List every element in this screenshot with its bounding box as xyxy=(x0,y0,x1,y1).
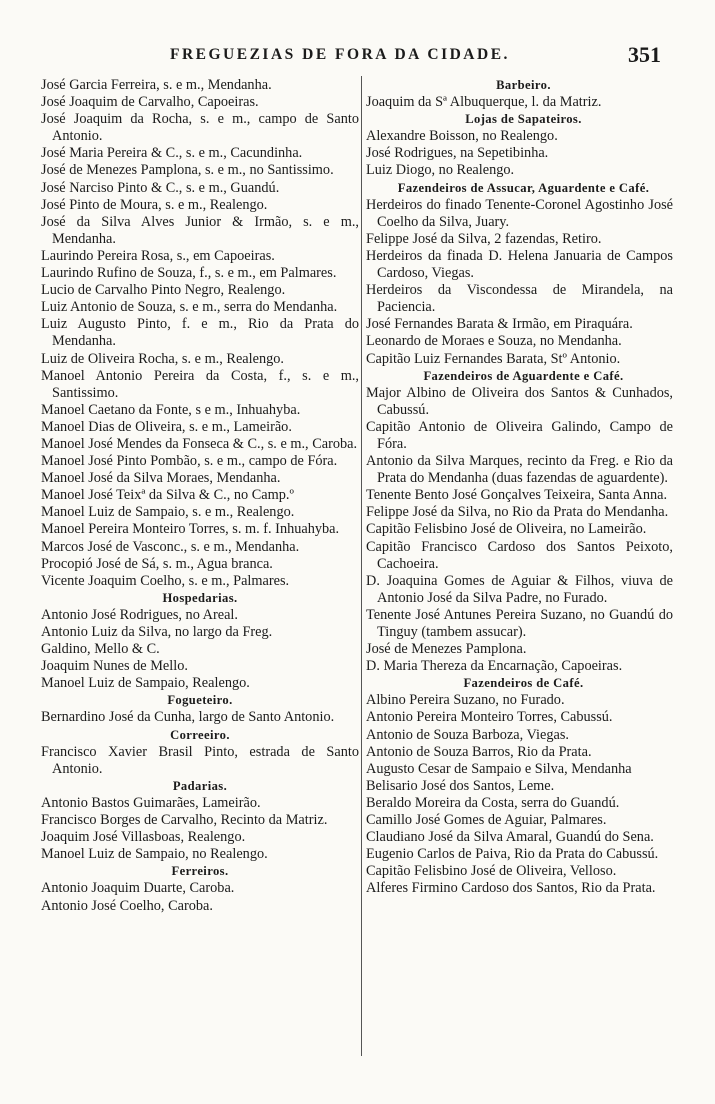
directory-entry: José de Menezes Pamplona, s. e m., no Santissimo. xyxy=(41,162,334,179)
directory-entry: Joaquim José Villasboas, Realengo. xyxy=(41,829,246,846)
directory-entry: Antonio da Silva Marques, recinto da Freg. e Rio da Prata do Mendanha (duas fazendas de aguardente). xyxy=(366,453,673,487)
directory-entry: D. Joaquina Gomes de Aguiar & Filhos, viuva de Antonio José da Silva Padre, no Furado. xyxy=(366,572,673,606)
directory-entry: Manoel José Mendes da Fonseca & C., s. e m., Caroba. xyxy=(41,435,358,452)
directory-entry: Belisario José dos Santos, Leme. xyxy=(366,777,555,794)
directory-entry: Luiz Diogo, no Realengo. xyxy=(366,162,515,179)
directory-entry: Luiz Augusto Pinto, f. e m., Rio da Prata do Mendanha. xyxy=(41,316,359,350)
directory-entry: Felippe José da Silva, no Rio da Prata do Mendanha. xyxy=(366,504,669,521)
directory-entry: Manoel Dias de Oliveira, s. e m., Lameirão. xyxy=(41,418,292,435)
directory-entry: Manoel José da Silva Moraes, Mendanha. xyxy=(41,470,281,487)
directory-entry: Luiz de Oliveira Rocha, s. e m., Realengo. xyxy=(41,350,284,367)
section-heading: Fogueteiro. xyxy=(167,693,233,708)
directory-entry: Galdino, Mello & C. xyxy=(41,641,160,658)
directory-entry: Francisco Xavier Brasil Pinto, estrada de Santo Antonio. xyxy=(41,743,359,777)
directory-entry: Antonio Joaquim Duarte, Caroba. xyxy=(41,880,235,897)
directory-entry: Antonio José Coelho, Caroba. xyxy=(41,897,213,914)
directory-entry: Bernardino José da Cunha, largo de Santo Antonio. xyxy=(41,709,335,726)
directory-entry: Capitão Luiz Fernandes Barata, Stº Antonio. xyxy=(366,350,621,367)
directory-entry: Joaquim da Sª Albuquerque, l. da Matriz. xyxy=(366,94,602,111)
directory-entry: Augusto Cesar de Sampaio e Silva, Mendanha xyxy=(366,760,632,777)
page-title: FREGUEZIAS DE FORA DA CIDADE. xyxy=(170,46,510,63)
directory-entry: Leonardo de Moraes e Souza, no Mendanha. xyxy=(366,333,622,350)
directory-entry: Laurindo Pereira Rosa, s., em Capoeiras. xyxy=(41,247,275,264)
directory-entry: Capitão Francisco Cardoso dos Santos Peixoto, Cachoeira. xyxy=(366,538,673,572)
column-divider xyxy=(361,76,362,1056)
section-heading: Fazendeiros de Assucar, Aguardente e Café. xyxy=(397,180,650,195)
directory-entry: Manoel Pereira Monteiro Torres, s. m. f. Inhuahyba. xyxy=(41,521,340,538)
directory-entry: José de Menezes Pamplona. xyxy=(366,641,527,658)
directory-entry: Antonio Pereira Monteiro Torres, Cabussú. xyxy=(366,709,613,726)
directory-entry: Antonio de Souza Barros, Rio da Prata. xyxy=(366,743,592,760)
directory-entry: Manoel José Pinto Pombão, s. e m., campo de Fóra. xyxy=(41,453,338,470)
section-heading: Fazendeiros de Aguardente e Café. xyxy=(423,368,624,383)
directory-entry: Procopió José de Sá, s. m., Agua branca. xyxy=(41,555,273,572)
directory-entry: Vicente Joaquim Coelho, s. e m., Palmares. xyxy=(41,572,290,589)
directory-entry: Marcos José de Vasconc., s. e m., Mendanha. xyxy=(41,538,300,555)
directory-entry: Manoel Luiz de Sampaio, s. e m., Realengo. xyxy=(41,504,295,521)
section-heading: Barbeiro. xyxy=(496,78,551,92)
directory-entry: José Joaquim de Carvalho, Capoeiras. xyxy=(41,94,259,111)
directory-entry: Herdeiros da Viscondessa de Mirandela, na Paciencia. xyxy=(366,282,673,316)
directory-entry: Luiz Antonio de Souza, s. e m., serra do Mendanha. xyxy=(41,299,338,316)
directory-entry: Felippe José da Silva, 2 fazendas, Retiro. xyxy=(366,230,602,247)
section-heading: Correeiro. xyxy=(170,727,230,742)
section-heading: Fazendeiros de Café. xyxy=(463,676,584,691)
directory-entry: José da Silva Alves Junior & Irmão, s. e m., Mendanha. xyxy=(41,213,359,247)
directory-entry: José Garcia Ferreira, s. e m., Mendanha. xyxy=(41,77,272,93)
directory-entry: Francisco Borges de Carvalho, Recinto da Matriz. xyxy=(41,812,328,829)
page-header xyxy=(0,38,715,78)
directory-entry: Capitão Felisbino José de Oliveira, Velloso. xyxy=(366,863,617,880)
directory-entry: Capitão Felisbino José de Oliveira, no Lameirão. xyxy=(366,521,647,538)
directory-entry: Albino Pereira Suzano, no Furado. xyxy=(366,692,565,709)
section-heading: Ferreiros. xyxy=(171,864,229,879)
directory-entry: José Rodrigues, na Sepetibinha. xyxy=(366,145,549,162)
directory-entry: Camillo José Gomes de Aguiar, Palmares. xyxy=(366,812,607,829)
directory-entry: José Narciso Pinto & C., s. e m., Guandú. xyxy=(41,179,280,196)
directory-entry: Antonio Luiz da Silva, no largo da Freg. xyxy=(41,624,273,640)
directory-entry: Manoel Antonio Pereira da Costa, f., s. e m., Santissimo. xyxy=(41,367,359,401)
directory-entry: Joaquim Nunes de Mello. xyxy=(41,658,188,675)
directory-entry: Herdeiros da finada D. Helena Januaria de Campos Cardoso, Viegas. xyxy=(366,247,673,282)
directory-entry: Laurindo Rufino de Souza, f., s. e m., em Palmares. xyxy=(41,265,337,282)
directory-entry: Manoel Luiz de Sampaio, Realengo. xyxy=(41,675,250,692)
directory-entry: José Maria Pereira & C., s. e m., Cacundinha. xyxy=(41,145,303,162)
directory-entry: Alferes Firmino Cardoso dos Santos, Rio da Prata. xyxy=(366,880,656,897)
directory-entry: Lucio de Carvalho Pinto Negro, Realengo. xyxy=(41,282,286,299)
directory-entry: José Joaquim da Rocha, s. e m., campo de Santo Antonio. xyxy=(41,111,359,145)
directory-entry: Capitão Antonio de Oliveira Galindo, Campo de Fóra. xyxy=(366,418,673,452)
section-heading: Lojas de Sapateiros. xyxy=(465,112,582,127)
directory-entry: Eugenio Carlos de Paiva, Rio da Prata do Cabussú. xyxy=(366,846,659,863)
directory-entry: José Fernandes Barata & Irmão, em Piraquára. xyxy=(366,316,633,333)
left-column xyxy=(41,77,359,915)
right-column xyxy=(366,77,673,898)
directory-entry: Manoel Luiz de Sampaio, no Realengo. xyxy=(41,846,268,863)
directory-entry: Alexandre Boisson, no Realengo. xyxy=(366,128,558,145)
page-number: 351 xyxy=(628,42,661,67)
section-heading: Padarias. xyxy=(172,778,228,793)
directory-entry: Antonio José Rodrigues, no Areal. xyxy=(41,606,238,623)
directory-entry: D. Maria Thereza da Encarnação, Capoeiras. xyxy=(366,658,623,675)
directory-entry: Claudiano José da Silva Amaral, Guandú do Sena. xyxy=(366,829,654,846)
directory-entry: Tenente Bento José Gonçalves Teixeira, Santa Anna. xyxy=(366,487,668,504)
directory-entry: Beraldo Moreira da Costa, serra do Guandú. xyxy=(366,794,620,811)
section-heading: Hospedarias. xyxy=(162,590,238,605)
directory-entry: Antonio Bastos Guimarães, Lameirão. xyxy=(41,794,261,811)
directory-entry: Antonio de Souza Barboza, Viegas. xyxy=(366,726,569,743)
directory-entry: Manoel José Teixª da Silva & C., no Camp.º xyxy=(41,487,294,504)
directory-entry: Major Albino de Oliveira dos Santos & Cunhados, Cabussú. xyxy=(366,384,673,418)
directory-entry: Manoel Caetano da Fonte, s e m., Inhuahyba. xyxy=(41,401,301,418)
directory-entry: Herdeiros do finado Tenente-Coronel Agostinho José Coelho da Silva, Juary. xyxy=(366,196,673,230)
directory-entry: José Pinto de Moura, s. e m., Realengo. xyxy=(41,196,268,213)
directory-entry: Tenente José Antunes Pereira Suzano, no Guandú do Tinguy (tambem assucar). xyxy=(366,606,673,640)
